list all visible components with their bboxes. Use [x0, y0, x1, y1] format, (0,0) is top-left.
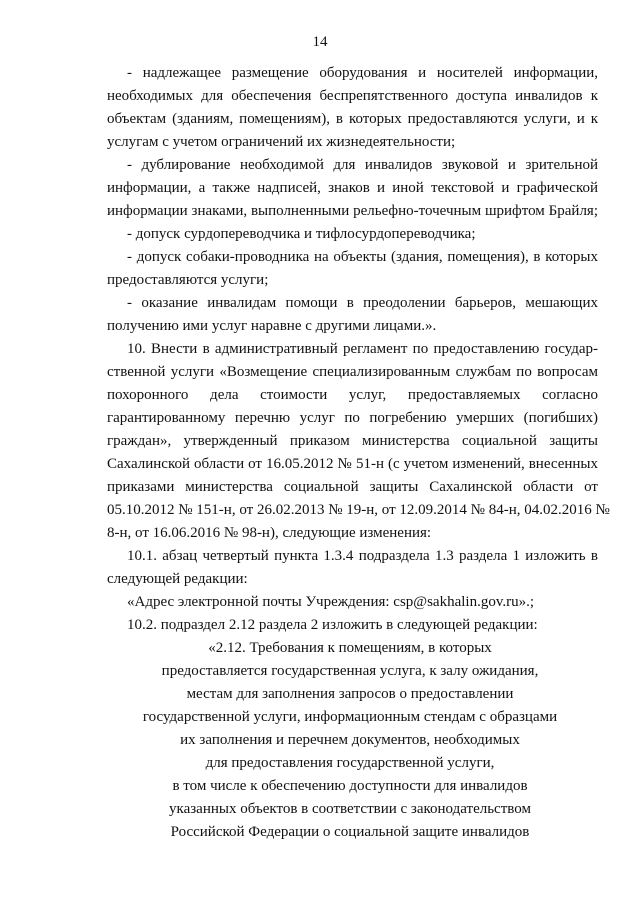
text-line: предоставляются услуги; [107, 272, 269, 288]
text-line: 05.10.2012 № 151-н, от 26.02.2013 № 19-н, от 12.09.2014 № 84-н, 04.02.2016 № [107, 502, 610, 518]
text-line: приказами министерства социальной защиты Сахалинской области от [107, 479, 598, 495]
text-line: гарантированному перечню услуг по погребению умерших (погибших) [107, 410, 598, 426]
text-line: - оказание инвалидам помощи в преодолении барьеров, мешающих [127, 295, 598, 311]
text-line: Сахалинской области от 16.05.2012 № 51-н (с учетом изменений, внесенных [107, 456, 598, 472]
text-line: 8-н, от 16.06.2016 № 98-н), следующие изменения: [107, 525, 432, 541]
heading-line: «2.12. Требования к помещениям, в которых [208, 640, 492, 656]
text-line: - дублирование необходимой для инвалидов звуковой и зрительной [127, 157, 598, 173]
heading-line: их заполнения и перечнем документов, необходимых [180, 732, 520, 748]
text-line: 10.2. подраздел 2.12 раздела 2 изложить в следующей редакции: [127, 617, 538, 633]
text-line: следующей редакции: [107, 571, 248, 587]
text-line: объектам (зданиям, помещениям), в которых предоставляются услуги, и к [107, 111, 598, 127]
text-line: 10. Внести в административный регламент по предоставлению государ- [127, 341, 598, 357]
text-line: «Адрес электронной почты Учреждения: csp@sakhalin.gov.ru».; [127, 594, 535, 610]
text-line: информации, а также надписей, знаков и иной текстовой и графической [107, 180, 598, 196]
page-number: 14 [312, 34, 328, 50]
text-line: похоронного дела стоимости услуг, предоставляемых согласно [107, 387, 598, 403]
text-line: - надлежащее размещение оборудования и носителей информации, [127, 65, 598, 81]
heading-line: для предоставления государственной услуги, [205, 755, 495, 771]
text-line: ственной услуги «Возмещение специализированным службам по вопросам [107, 364, 598, 380]
heading-line: предоставляется государственная услуга, к залу ожидания, [161, 663, 539, 679]
heading-line: указанных объектов в соответствии с законодательством [169, 801, 531, 817]
text-line: - допуск собаки-проводника на объекты (здания, помещения), в которых [127, 249, 598, 265]
text-line: 10.1. абзац четвертый пункта 1.3.4 подраздела 1.3 раздела 1 изложить в [127, 548, 598, 564]
heading-line: местам для заполнения запросов о предоставлении [186, 686, 514, 702]
text-line: получению ими услуг наравне с другими лицами.». [107, 318, 437, 334]
heading-line: государственной услуги, информационным стендам с образцами [142, 709, 558, 725]
heading-line: в том числе к обеспечению доступности для инвалидов [172, 778, 528, 794]
text-line: необходимых для обеспечения беспрепятственного доступа инвалидов к [107, 88, 598, 104]
text-line: - допуск сурдопереводчика и тифлосурдопереводчика; [127, 226, 476, 242]
text-line: услугам с учетом ограничений их жизнедеятельности; [107, 134, 456, 150]
text-line: информации знаками, выполненными рельефно-точечным шрифтом Брайля; [107, 203, 598, 219]
heading-line: Российской Федерации о социальной защите инвалидов [170, 824, 530, 840]
text-line: граждан», утвержденный приказом министерства социальной защиты [107, 433, 598, 449]
